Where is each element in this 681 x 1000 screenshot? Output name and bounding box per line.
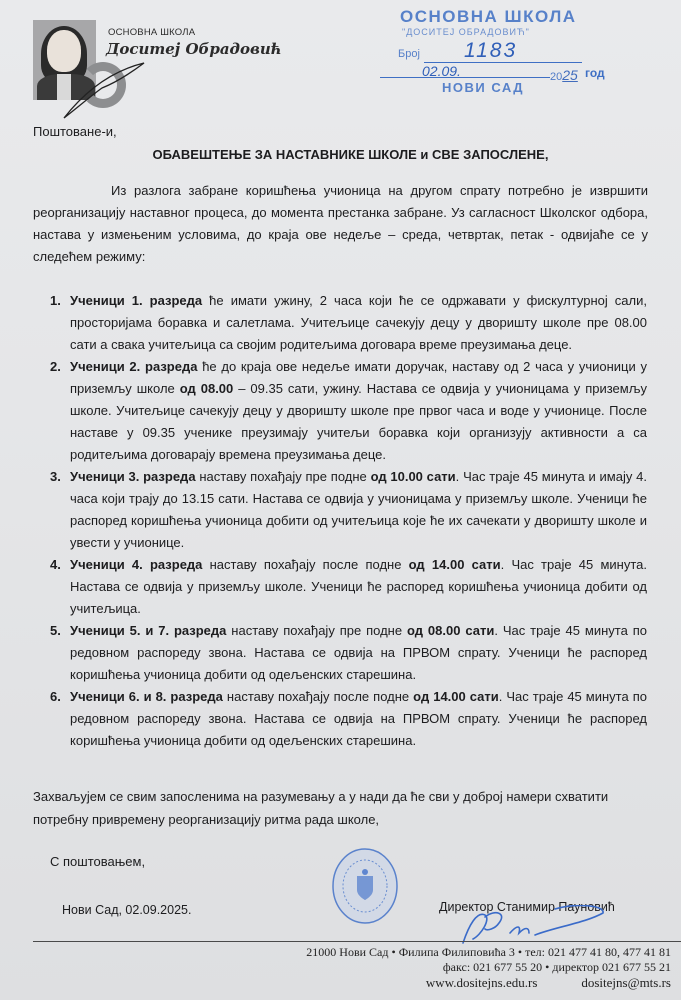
item-number: 1. — [50, 293, 61, 308]
notice-heading: ОБАВЕШТЕЊЕ ЗА НАСТАВНИКЕ ШКОЛЕ и СВЕ ЗАПОСЛЕНЕ, — [152, 147, 549, 162]
item-number: 2. — [50, 359, 61, 374]
item-number: 6. — [50, 689, 61, 704]
item-text: . Час траје 45 минута по редовном распореду звона. Настава се одвија на ПРВОМ спрату. Ученици ће распоред коришћења учионица добити од одељенских старешина. — [70, 623, 647, 682]
place-date: Нови Сад, 02.09.2025. — [62, 903, 192, 917]
regards: С поштовањем, — [50, 854, 146, 869]
item-time: од 08.00 — [179, 381, 234, 396]
item-time: од 08.00 сати — [407, 623, 495, 638]
closing-paragraph: Захваљујем се свим запосленима на разумевању а у нади да ће сви у доброј намери схватити потребну привремену реорганизацију ритма рада школе, — [33, 789, 609, 827]
school-label: ОСНОВНА ШКОЛА — [108, 27, 196, 38]
director-name: Директор Станимир Пауновић — [439, 900, 615, 914]
list-item — [50, 466, 647, 554]
item-number: 3. — [50, 469, 61, 484]
item-number: 4. — [50, 557, 61, 572]
footer-contacts — [306, 945, 671, 991]
item-text: наставу похађају пре подне — [226, 623, 407, 638]
footer-email-link[interactable]: dositejns@mts.rs — [581, 975, 671, 990]
item-text: . Час траје 45 минута и имају 4. часа који трају до 13.15 сати. Настава се одвија у учионицама у приземљу школе. Ученици ће распоред коришћења учионица добити од учитељица које ће их сачекати у дворишту школе и увести у учионице. — [70, 469, 647, 550]
item-text: – 09.35 сати, ужину. Настава се одвија у учионицама у приземљу школе. Учитељице сачекују децу у дворишту школе пре првог часа и воде у учионице. После наставе у 09.35 ученике преузимају учитељи боравка који организују активности а са родитељима договарају времена преузимања деце. — [70, 381, 647, 462]
intro-text: Из разлога забране коришћења учионица на другом спрату потребно је извршити реорганизацију наставног процеса, до момента престанка забране. Уз сагласност Школског одбора, настава у измењеним условима, до краја ове недеље – среда, четвртак, петак - одвијаће се у следећем режиму: — [33, 183, 648, 264]
item-grade: Ученици 4. разреда — [70, 557, 203, 572]
item-grade: Ученици 3. разреда — [70, 469, 196, 484]
item-text: наставу похађају пре подне — [195, 469, 371, 484]
item-grade: Ученици 5. и 7. разреда — [70, 623, 227, 638]
school-name: Доситеј Обрадовић — [106, 40, 282, 58]
schedule-list — [50, 290, 647, 752]
item-grade: Ученици 1. разреда — [70, 293, 203, 308]
stamp-date-value: 02.09. — [422, 63, 461, 79]
item-time: од 14.00 сати — [408, 557, 501, 572]
stamp-city: НОВИ САД — [442, 80, 525, 95]
stamp-year-suffix: 25 — [562, 67, 578, 83]
footer-website-link[interactable]: www.dositejns.edu.rs — [425, 975, 538, 990]
stamp-date-line — [380, 77, 550, 78]
intro-paragraph — [33, 180, 648, 268]
footer-address: 21000 Нови Сад • Филипа Филиповића 3 • тел: 021 477 41 80, 477 41 81 — [306, 945, 671, 959]
stamp-number-value: 1183 — [464, 39, 518, 62]
item-grade: Ученици 2. разреда — [70, 359, 198, 374]
list-item — [50, 554, 647, 620]
stamp-line2: "ДОСИТЕЈ ОБРАДОВИЋ" — [402, 27, 530, 37]
item-time: од 14.00 сати — [413, 689, 499, 704]
salutation: Поштоване-и, — [33, 124, 117, 139]
item-grade: Ученици 6. и 8. разреда — [70, 689, 223, 704]
stamp-year — [550, 67, 578, 83]
list-item — [50, 620, 647, 686]
stamp-line1: ОСНОВНА ШКОЛА — [400, 7, 577, 26]
footer-fax: факс: 021 677 55 20 • директор 021 677 55 21 — [442, 960, 671, 974]
item-text: ће до краја ове недеље имати доручак, наставу од 2 часа у учионици у приземљу школе — [70, 359, 648, 396]
quill-icon — [62, 60, 152, 120]
item-text: . Час траје 45 минута. Настава се одвија у приземљу школе. Ученици ће распоред коришћења учионица добити од учитељица. — [70, 557, 647, 616]
stamp-number-label: Број — [398, 48, 420, 60]
list-item — [50, 686, 647, 752]
footer-divider — [33, 941, 681, 942]
item-text: ће имати ужину, 2 часа који ће се одржавати у фискултурној сали, просторијама боравка и салетлама. Учитељице сачекују децу у дворишту школе пре 08.00 сати а свака учитељица са својим родитељима договара време преузимања деце. — [70, 293, 647, 352]
registration-stamp — [380, 0, 620, 100]
list-item — [50, 356, 647, 466]
stamp-year-label: год — [585, 66, 605, 80]
item-time: од 10.00 сати — [370, 469, 456, 484]
item-number: 5. — [50, 623, 61, 638]
stamp-year-prefix: 20 — [550, 71, 563, 83]
list-item — [50, 290, 647, 356]
item-text: наставу похађају после подне — [202, 557, 409, 572]
item-text: . Час траје 45 минута по редовном распореду звона. Настава се одвија на ПРВОМ спрату. Ученици ће распоред коришћења учионица добити од одељенских старешина. — [70, 689, 647, 748]
item-text: наставу похађају после подне — [222, 689, 414, 704]
official-seal-icon — [330, 846, 400, 926]
signature-icon — [455, 905, 605, 945]
